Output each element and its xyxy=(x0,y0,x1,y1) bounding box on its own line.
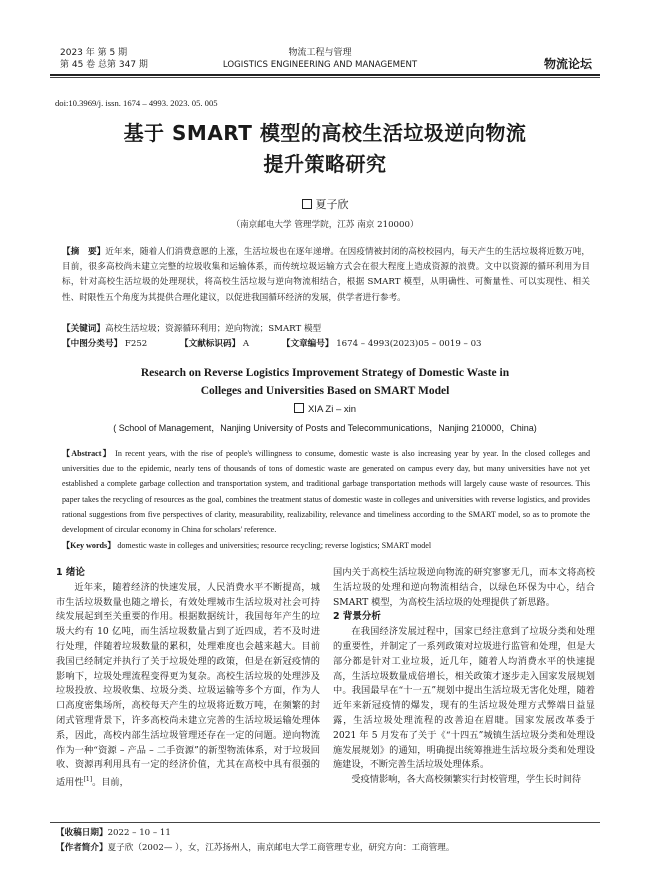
journal-name-en: LOGISTICS ENGINEERING AND MANAGEMENT xyxy=(222,60,418,70)
title-line-1: 基于 SMART 模型的高校生活垃圾逆向物流 xyxy=(123,121,527,145)
author-en xyxy=(200,404,450,415)
footnote-rule xyxy=(50,822,600,823)
classification-row xyxy=(62,337,590,352)
author xyxy=(200,196,450,212)
keywords-cn-text: 高校生活垃圾；资源循环利用；逆向物流；SMART 模型 xyxy=(104,324,322,334)
author-bio-value: 夏子欣（2002— ），女，江苏扬州人，南京邮电大学工商管理专业，研究方向：工商管理。 xyxy=(107,843,455,853)
header-rule-thin xyxy=(50,77,600,78)
section-2-paragraph-1: 在我国经济发展过程中，国家已经注意到了垃圾分类和处理的重要性，并制定了一系列政策对垃圾进行监管和处理，但是大部分都是针对工业垃圾，近几年，随着人均消费水平的快速提高，生活垃圾数量成倍增长，相关政策才逐步走入国家发展规划中。我国最早在“十一五”规划中提出生活垃圾无害化处理，随着近年来新冠疫情的爆发，现有的生活垃圾处理方式弊端日益显露，生活垃圾处理流程的改善迫在眉睫。国家发展改革委于 2021 年 5 月发布了关于《“十四五”城镇生活垃圾分类和处理设施发展规划》的通知，明确提出统筹推进生活垃圾分类和处理设施建设，不断完善生活垃圾处理体系。 xyxy=(333,626,595,771)
title-en-line-2: Colleges and Universities Based on SMART Model xyxy=(200,385,450,397)
section-1-text-tail: 。目前， xyxy=(92,777,129,789)
received-label: 【收稿日期】 xyxy=(56,828,108,838)
abstract-en-text: In recent years, with the rise of people's willingness to consume, domestic waste is also increasing year by year. In the closed colleges and universities due to the epidemic, nearly tens of thousands of tons of domestic waste are generated on campus every day, but many universities have not yet established a complete garbage collection and transportation system, and traditional garbage transportation methods will largely cause waste of resources. This paper takes the recycling of resources as the goal, combines the treatment status of domestic waste in colleges and universities with reverse logistics, and provides rational suggestions from five perspectives of clarity, measurability, realizability, relevance and timeliness according to the SMART model, so as to promote the development of circular economy in China for scholars' reference. xyxy=(62,449,590,535)
article-id-label: 【文章编号】 xyxy=(281,339,334,349)
author-en-name: XIA Zi – xin xyxy=(307,404,357,415)
affiliation: （南京邮电大学 管理学院，江苏 南京 210000） xyxy=(231,220,419,230)
keywords-en-text: domestic waste in colleges and universities; resource recycling; reverse logistics; SMART model xyxy=(117,541,432,550)
title-en xyxy=(40,364,610,400)
doc-code-label: 【文献标识码】 xyxy=(180,339,241,349)
received-value: 2022 – 10 – 11 xyxy=(107,828,171,838)
article-id-value: 1674 – 4993(2023)05 – 0019 – 03 xyxy=(336,339,482,349)
clc-label: 【中图分类号】 xyxy=(62,339,123,349)
author-en-square-icon xyxy=(294,403,304,413)
keywords-en-label: 【Key words】 xyxy=(62,541,116,550)
body-left-column xyxy=(56,566,320,791)
citation-1: [1] xyxy=(83,776,93,784)
issue-info: 2023 年 第 5 期 xyxy=(60,48,128,58)
author-name: 夏子欣 xyxy=(315,198,349,211)
abstract-en xyxy=(62,446,590,537)
volume-info: 第 45 卷 总第 347 期 xyxy=(60,60,148,70)
author-bio xyxy=(56,841,596,855)
body-right-column xyxy=(333,566,595,788)
section-2-heading: 2 背景分析 xyxy=(333,611,381,623)
keywords-en xyxy=(62,538,590,553)
title-line-2: 提升策略研究 xyxy=(263,152,387,176)
section-1-text: 近年来，随着经济的快速发展，人民消费水平不断提高，城市生活垃圾数量也随之增长，有效处理城市生活垃圾对社会可持续发展起到至关重要的作用。根据数据统计，我国每年产生的垃圾大约有 10 亿吨，而生活垃圾数量占到了近四成，若不及时进行处理，伴随着垃圾数量的累积，处理难度也会越来越大。目前我国已经制定并执行了关于垃圾处理的政策，但是在新冠疫情的影响下，垃圾处理流程变得更为复杂。高校生活垃圾的处理涉及垃圾投放、垃圾收集、垃圾分类、垃圾运输等多个方面，作为人口高度密集场所，高校每天产生的垃圾将近数万吨，在频繁的封闭式管理背景下，许多高校尚未建立完善的生活垃圾运输处理体系，因此，高校内部生活垃圾管理还存在一定的问题。逆向物流作为一种“资源 – 产品 – 二手资源”的新型物流体系，对于垃圾回收、资源再利用具有一定的经济价值，尤其在高校中具有很强的适用性 xyxy=(56,581,320,789)
doi: doi:10.3969/j. issn. 1674 – 4993. 2023. 05. 005 xyxy=(55,98,218,108)
journal-name-cn: 物流工程与管理 xyxy=(288,48,352,58)
received-date xyxy=(56,826,596,840)
doc-code-value: A xyxy=(242,339,250,349)
abstract-cn-label: 【摘 要】 xyxy=(62,247,106,257)
author-bio-label: 【作者简介】 xyxy=(56,843,108,853)
clc-value: F252 xyxy=(124,339,148,349)
header-rule xyxy=(50,74,600,76)
section-1-paragraph xyxy=(56,581,320,791)
keywords-cn-label: 【关键词】 xyxy=(62,324,105,334)
abstract-cn-text: 近年来，随着人们消费意愿的上涨，生活垃圾也在逐年递增。在因疫情被封闭的高校校园内，每天产生的生活垃圾将近数万吨，目前，很多高校尚未建立完整的垃圾收集和运输体系，而传统垃圾运输方式会在很大程度上造成资源的浪费。文中以资源的循环利用为目标，针对高校生活垃圾的处理现状，将高校生活垃圾与逆向物流相结合，根据 SMART 模型，从明确性、可衡量性、可以实现性、相关性、时限性五个角度为其提供合理化建议，以促进我国循环经济的发展，供学者进行参考。 xyxy=(62,247,590,303)
section-1-heading: 1 绪论 xyxy=(56,567,85,578)
title-en-line-1: Research on Reverse Logistics Improvement Strategy of Domestic Waste in xyxy=(140,367,510,379)
section-label: 物流论坛 xyxy=(543,57,592,71)
abstract-en-label: 【Abstract】 xyxy=(62,449,112,458)
affiliation-en: ( School of Management，Nanjing University of Posts and Telecommunications，Nanjing 210000，China) xyxy=(113,423,537,433)
abstract-cn xyxy=(62,245,590,306)
section-2-paragraph-2: 受疫情影响，各大高校频繁实行封校管理，学生长时间待 xyxy=(351,774,582,786)
keywords-cn xyxy=(62,322,590,337)
section-1-continuation: 国内关于高校生活垃圾逆向物流的研究寥寥无几，而本文将高校生活垃圾的处理和逆向物流相结合，以绿色环保为中心，结合 SMART 模型，为高校生活垃圾的处理提供了新思路。 xyxy=(333,567,595,608)
author-square-icon xyxy=(302,199,312,209)
